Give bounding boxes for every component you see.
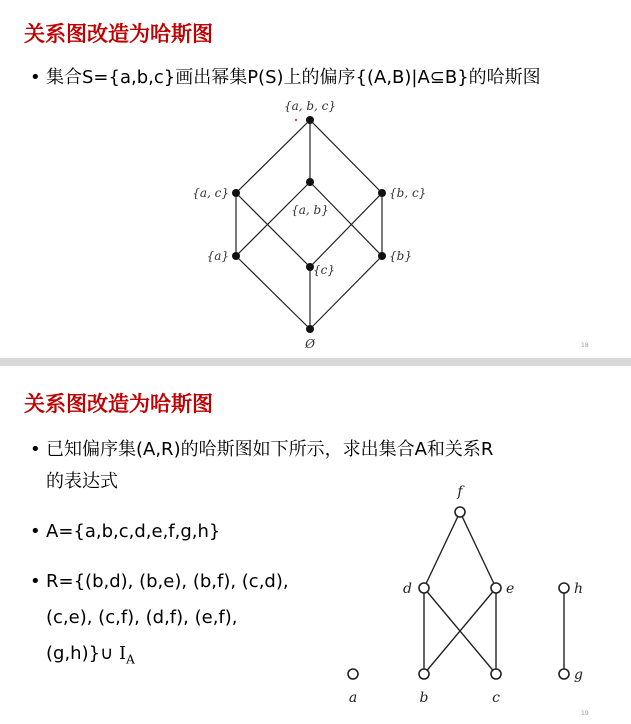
page-number: 19 bbox=[581, 710, 589, 717]
node-bc bbox=[378, 189, 386, 197]
edge-f-d bbox=[424, 512, 460, 588]
node-b bbox=[419, 669, 429, 679]
label-h: h bbox=[574, 581, 584, 597]
slide-19 bbox=[0, 366, 631, 724]
label-c: {c} bbox=[313, 263, 335, 277]
label-d: d bbox=[403, 581, 412, 597]
label-bc: {b, c} bbox=[389, 186, 427, 200]
label-a: {a} bbox=[206, 249, 229, 263]
edge-f-e bbox=[460, 512, 496, 588]
power-set-hasse-diagram bbox=[188, 96, 438, 354]
bullet-relation-r bbox=[30, 564, 289, 678]
label-ab: {a, b} bbox=[291, 203, 329, 217]
poset-hasse-diagram bbox=[340, 472, 610, 722]
bullet-dot: • bbox=[30, 439, 41, 460]
slide-18 bbox=[0, 0, 631, 358]
node-ab bbox=[306, 178, 314, 186]
label-c: c bbox=[492, 690, 500, 706]
relation-line-1: R={(b,d), (b,e), (b,f), (c,d), bbox=[46, 571, 289, 592]
label-f: f bbox=[457, 484, 463, 500]
label-g: g bbox=[574, 667, 583, 683]
bullet-set-a bbox=[30, 516, 220, 548]
node-g bbox=[559, 669, 569, 679]
question-line-1: 已知偏序集(A,R)的哈斯图如下所示，求出集合A和关系R bbox=[46, 439, 494, 460]
relation-line-3-text: (g,h)}∪ bbox=[46, 643, 119, 664]
question-line-2: 的表达式 bbox=[46, 471, 118, 492]
label-empty: Ø bbox=[305, 337, 315, 351]
bullet-dot: • bbox=[30, 521, 41, 542]
node-a bbox=[232, 252, 240, 260]
relation-line-2: (c,e), (c,f), (d,f), (e,f), bbox=[46, 607, 238, 628]
bullet-item bbox=[30, 62, 541, 94]
red-mark bbox=[295, 119, 297, 121]
bullet-dot: • bbox=[30, 571, 41, 592]
node-ac bbox=[232, 189, 240, 197]
label-b: {b} bbox=[389, 249, 412, 263]
label-abc: {a, b, c} bbox=[283, 99, 337, 113]
relation-line-3 bbox=[30, 636, 289, 678]
node-f bbox=[455, 507, 465, 517]
node-a bbox=[348, 669, 358, 679]
label-b: b bbox=[419, 690, 429, 706]
node-b bbox=[378, 252, 386, 260]
node-d bbox=[419, 583, 429, 593]
node-c bbox=[491, 669, 501, 679]
node-empty bbox=[306, 325, 314, 333]
node-h bbox=[559, 583, 569, 593]
slide-title: 关系图改造为哈斯图 bbox=[24, 22, 213, 46]
label-a: a bbox=[348, 690, 358, 706]
label-ac: {a, c} bbox=[192, 186, 229, 200]
set-a-text: A={a,b,c,d,e,f,g,h} bbox=[46, 521, 221, 542]
node-abc bbox=[306, 116, 314, 124]
node-e bbox=[491, 583, 501, 593]
bullet-text: 集合S={a,b,c}画出幂集P(S)上的偏序{(A,B)|A⊆B}的哈斯图 bbox=[46, 67, 541, 88]
page-number: 18 bbox=[581, 342, 589, 349]
label-e: e bbox=[506, 581, 515, 597]
identity-symbol: I bbox=[118, 643, 127, 664]
slide-title: 关系图改造为哈斯图 bbox=[24, 392, 213, 416]
bullet-dot: • bbox=[30, 67, 41, 88]
identity-subscript: A bbox=[126, 652, 135, 667]
